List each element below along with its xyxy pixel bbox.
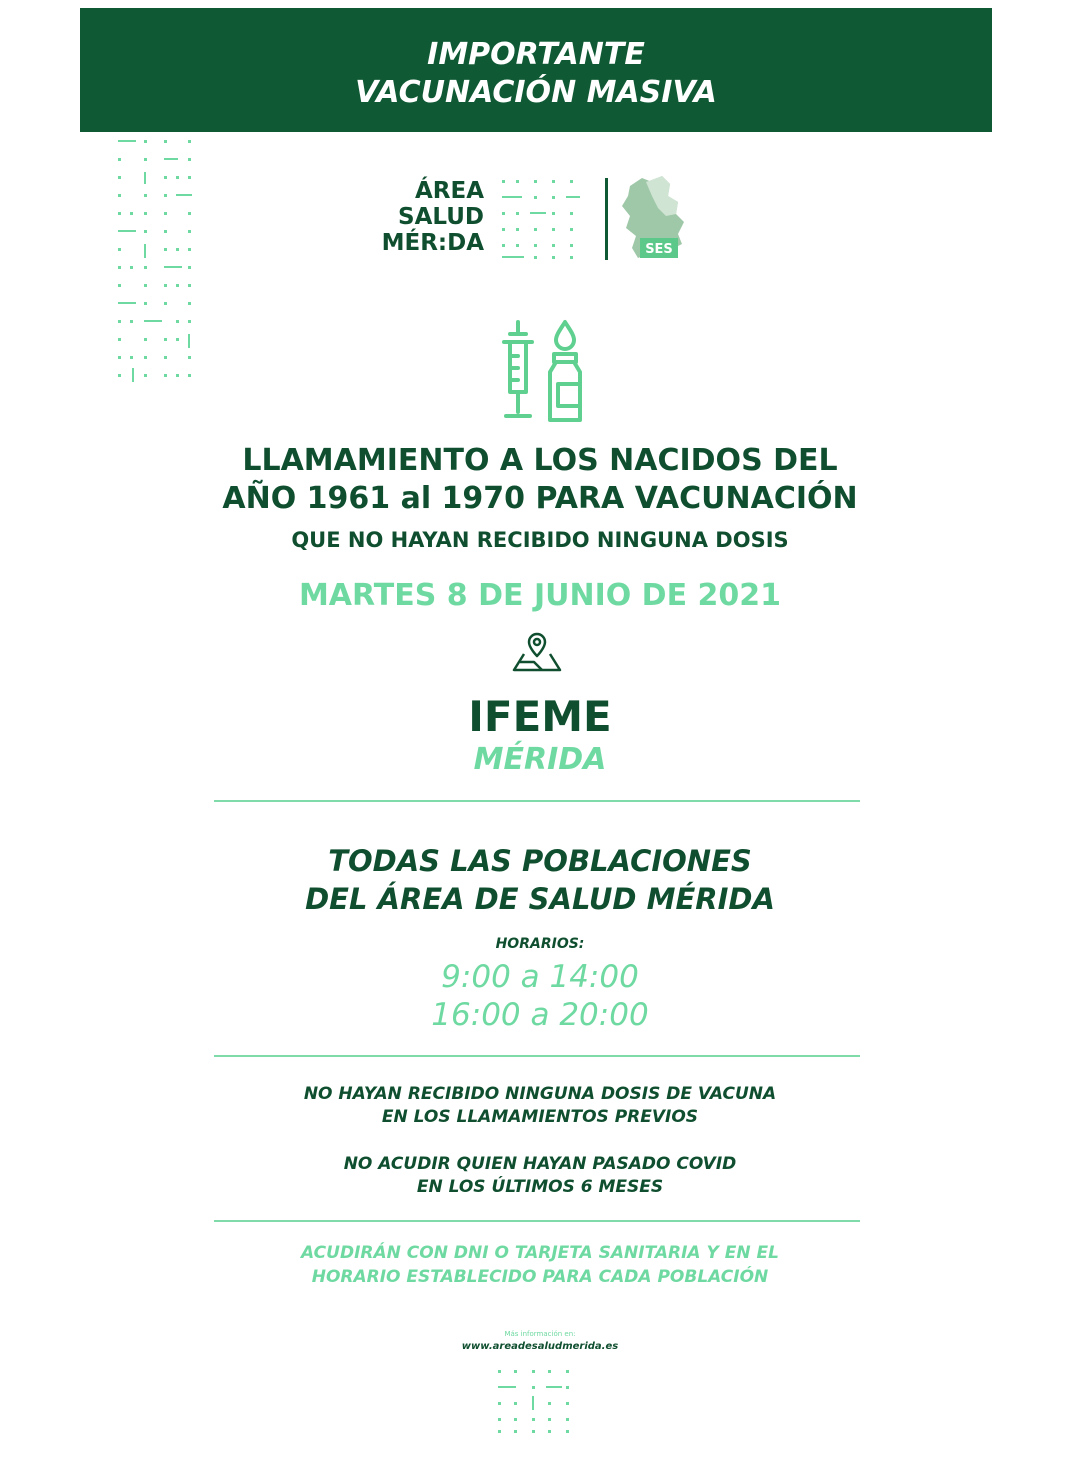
header-title: IMPORTANTE xyxy=(427,37,645,72)
logo-dot-grid xyxy=(500,178,584,260)
venue-city: MÉRIDA xyxy=(473,742,607,777)
headline-line-1: LLAMAMIENTO A LOS NACIDOS DEL xyxy=(242,443,838,478)
logo-line-merida: MÉR:DA xyxy=(381,230,484,256)
note-2-line-2: EN LOS ÚLTIMOS 6 MESES xyxy=(416,1177,664,1197)
ses-badge: SES xyxy=(645,242,673,257)
populations-line-1: TODAS LAS POBLACIONES xyxy=(328,844,752,878)
note-3-line-2: HORARIO ESTABLECIDO PARA CADA POBLACIÓN xyxy=(311,1267,769,1287)
header-subtitle: VACUNACIÓN MASIVA xyxy=(355,75,717,110)
headline-line-2: AÑO 1961 al 1970 PARA VACUNACIÓN xyxy=(222,481,858,516)
logo-divider xyxy=(605,178,608,260)
more-info-label: Más información en: xyxy=(504,1330,576,1338)
note-1-line-2: EN LOS LLAMAMIENTOS PREVIOS xyxy=(381,1107,699,1127)
decorative-dot-grid-bottom xyxy=(496,1366,580,1434)
logo-line-area: ÁREA xyxy=(414,178,484,204)
headline-subtitle: QUE NO HAYAN RECIBIDO NINGUNA DOSIS xyxy=(291,528,789,552)
schedule-slot-1: 9:00 a 14:00 xyxy=(441,959,639,995)
syringe-vial-icon xyxy=(496,318,588,426)
divider-2 xyxy=(214,1055,860,1057)
populations-line-2: DEL ÁREA DE SALUD MÉRIDA xyxy=(305,882,775,916)
schedule-slot-2: 16:00 a 20:00 xyxy=(431,997,649,1033)
logo-line-salud: SALUD xyxy=(398,204,484,230)
note-3-line-1: ACUDIRÁN CON DNI O TARJETA SANITARIA Y EN EL xyxy=(301,1243,779,1263)
area-salud-logo-text xyxy=(372,178,484,256)
note-2-line-1: NO ACUDIR QUIEN HAYAN PASADO COVID xyxy=(343,1154,737,1174)
vaccination-date: MARTES 8 DE JUNIO DE 2021 xyxy=(298,578,782,613)
note-1-line-1: NO HAYAN RECIBIDO NINGUNA DOSIS DE VACUNA xyxy=(303,1084,777,1104)
decorative-dot-grid-left xyxy=(116,136,200,388)
website-url: www.areadesaludmerida.es xyxy=(461,1341,619,1352)
schedule-label: HORARIOS: xyxy=(495,936,585,952)
divider-3 xyxy=(214,1220,860,1222)
venue-name: IFEME xyxy=(468,692,612,741)
map-pin-icon xyxy=(510,630,564,674)
ses-extremadura-map-icon xyxy=(618,172,688,264)
header-banner xyxy=(80,8,992,132)
divider-1 xyxy=(214,800,860,802)
